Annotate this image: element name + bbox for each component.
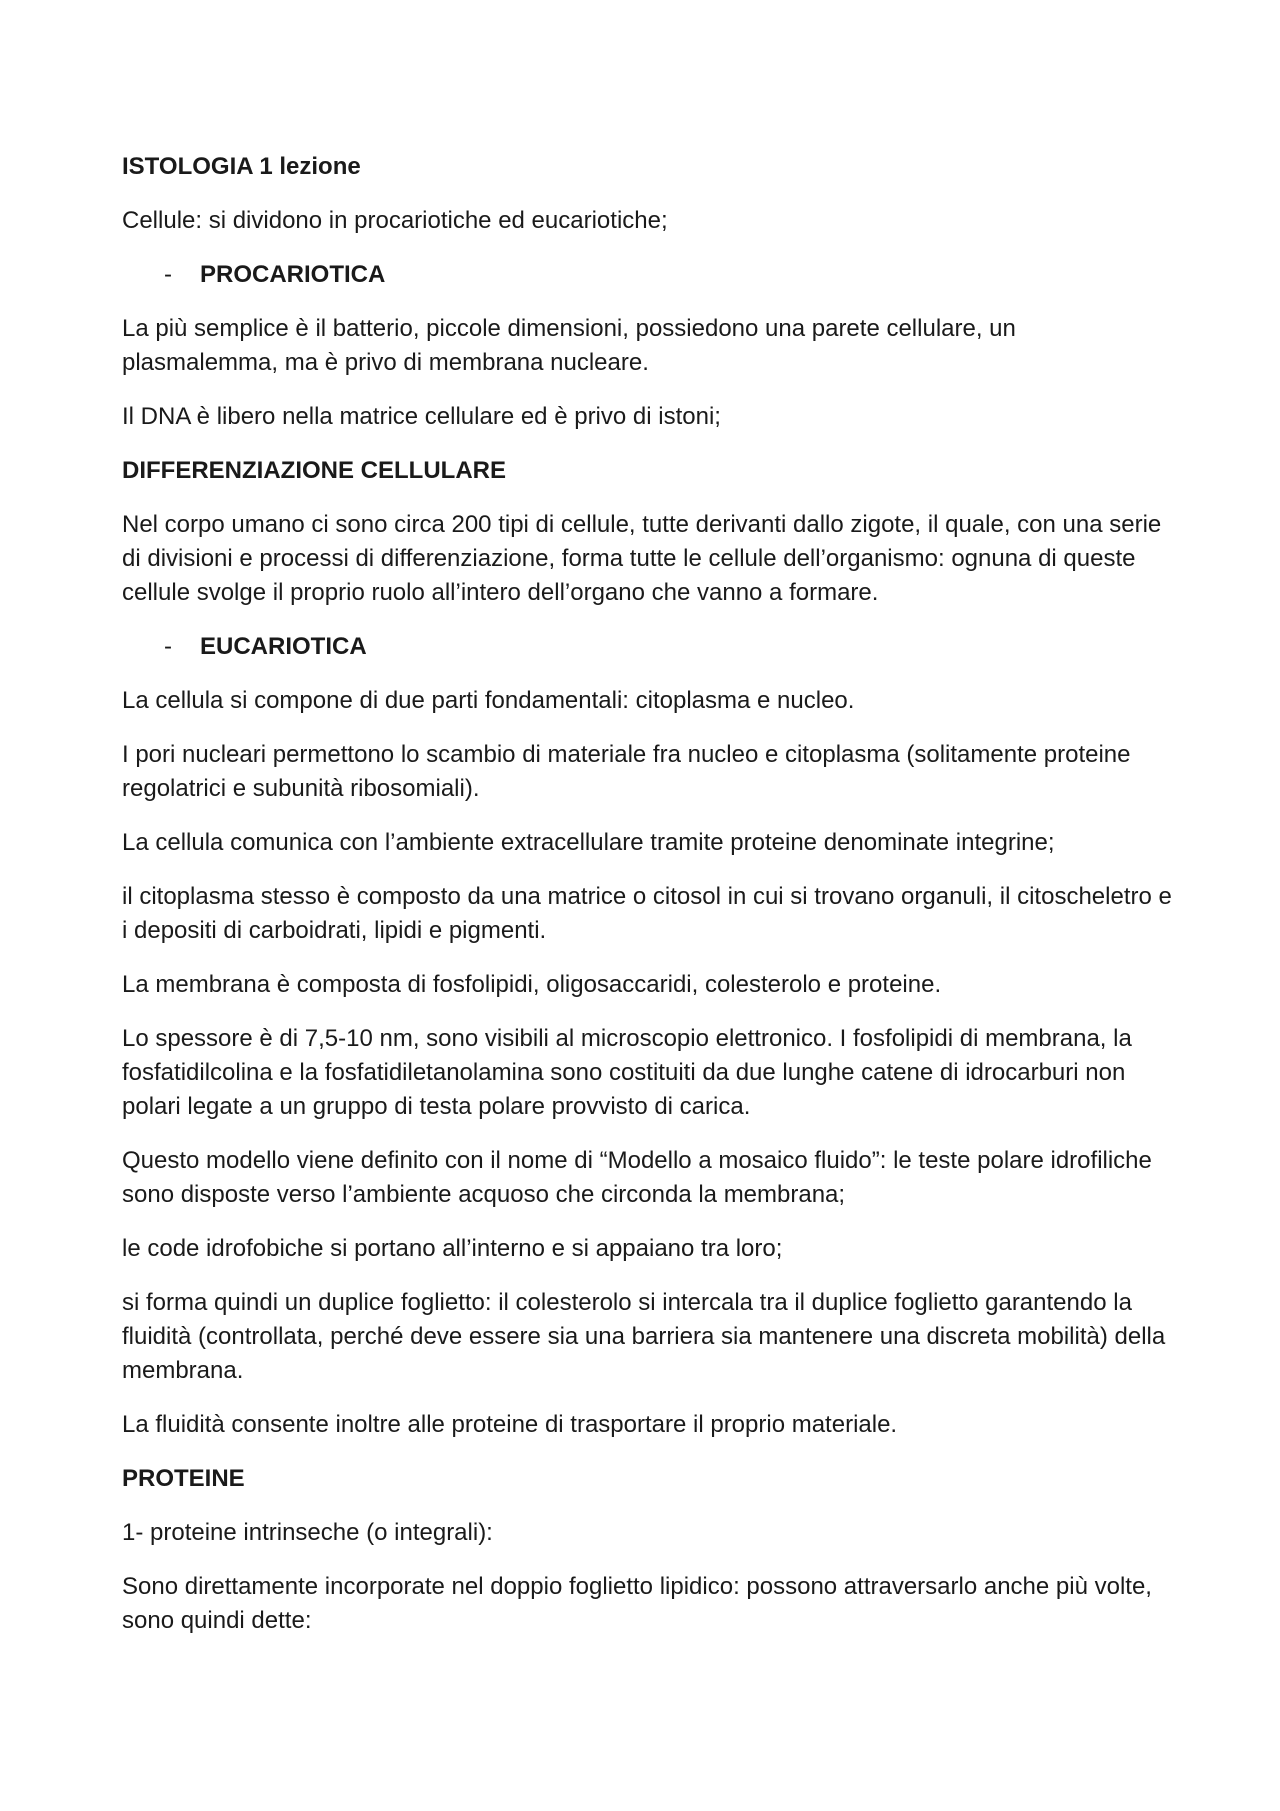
eucariotica-heading [122,630,1172,664]
procariotica-paragraph-1: La più semplice è il batterio, piccole dimensioni, possiedono una parete cellulare, un plasmalemma, ma è privo di membrana nucleare. [122,315,1016,376]
bullet-dash: - [164,261,172,288]
eucariotica-paragraph-5: La membrana è composta di fosfolipidi, oligosaccaridi, colesterolo e proteine. [122,971,942,998]
eucariotica-paragraph-1: La cellula si compone di due parti fondamentali: citoplasma e nucleo. [122,687,855,714]
eucariotica-heading-text: EUCARIOTICA [200,633,367,660]
proteine-heading: PROTEINE [122,1465,245,1492]
eucariotica-paragraph-10: La fluidità consente inoltre alle proteine di trasportare il proprio materiale. [122,1411,898,1438]
procariotica-paragraph-2: Il DNA è libero nella matrice cellulare ed è privo di istoni; [122,403,721,430]
differenziazione-heading: DIFFERENZIAZIONE CELLULARE [122,457,506,484]
eucariotica-paragraph-7: Questo modello viene definito con il nome di “Modello a mosaico fluido”: le teste polare idrofiliche sono disposte verso l’ambiente acquoso che circonda la membrana; [122,1147,1152,1208]
bullet-dash: - [164,633,172,660]
procariotica-heading-text: PROCARIOTICA [200,261,386,288]
procariotica-heading [122,258,1172,292]
intro-paragraph: Cellule: si dividono in procariotiche ed eucariotiche; [122,207,668,234]
document-title: ISTOLOGIA 1 lezione [122,153,361,180]
eucariotica-paragraph-9: si forma quindi un duplice foglietto: il colesterolo si intercala tra il duplice foglietto garantendo la fluidità (controllata, perché deve essere sia una barriera sia mantenere una discreta mobilità) della membrana. [122,1289,1166,1384]
eucariotica-paragraph-8: le code idrofobiche si portano all’interno e si appaiano tra loro; [122,1235,783,1262]
proteine-paragraph-1: 1- proteine intrinseche (o integrali): [122,1519,493,1546]
proteine-paragraph-2: Sono direttamente incorporate nel doppio foglietto lipidico: possono attraversarlo anche più volte, sono quindi dette: [122,1573,1152,1634]
differenziazione-paragraph: Nel corpo umano ci sono circa 200 tipi di cellule, tutte derivanti dallo zigote, il quale, con una serie di divisioni e processi di differenziazione, forma tutte le cellule dell’organismo: ognuna di queste cellule svolge il proprio ruolo all’intero dell’organo che vanno a formare. [122,511,1162,606]
eucariotica-paragraph-4: il citoplasma stesso è composto da una matrice o citosol in cui si trovano organuli, il citoscheletro e i depositi di carboidrati, lipidi e pigmenti. [122,883,1172,944]
eucariotica-paragraph-6: Lo spessore è di 7,5-10 nm, sono visibili al microscopio elettronico. I fosfolipidi di membrana, la fosfatidilcolina e la fosfatidiletanolamina sono costituiti da due lunghe catene di idrocarburi non polari legate a un gruppo di testa polare provvisto di carica. [122,1025,1132,1120]
eucariotica-paragraph-3: La cellula comunica con l’ambiente extracellulare tramite proteine denominate integrine; [122,829,1055,856]
eucariotica-paragraph-2: I pori nucleari permettono lo scambio di materiale fra nucleo e citoplasma (solitamente proteine regolatrici e subunità ribosomiali). [122,741,1131,802]
document-page [122,150,1172,1658]
